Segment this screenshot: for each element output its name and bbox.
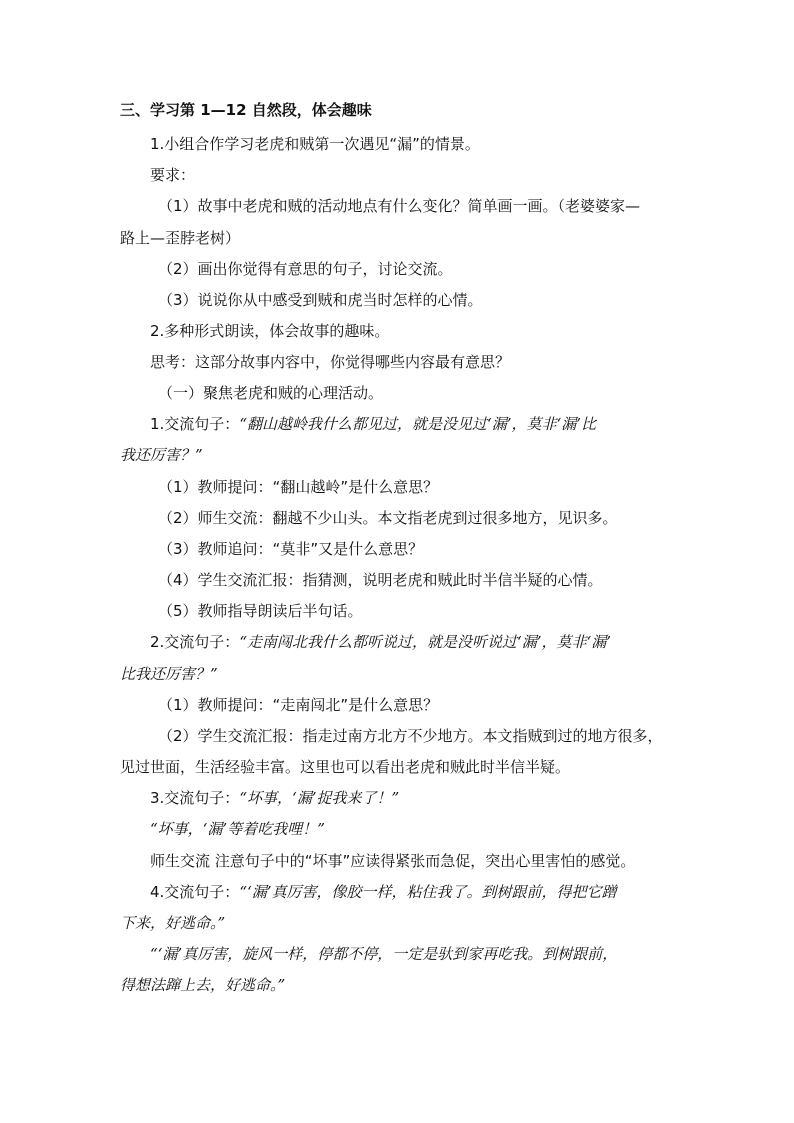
paragraph-line: 思考：这部分故事内容中，你觉得哪些内容最有意思？ [150, 353, 511, 371]
paragraph-line: 2.多种形式朗读，体会故事的趣味。 [150, 322, 390, 340]
paragraph-line: （5）教师指导朗读后半句话。 [158, 602, 363, 620]
paragraph-line: （2）学生交流汇报：指走过南方北方不少地方。本文指贼到过的地方很多， [158, 727, 663, 745]
quoted-sentence: 得想法蹿上去，好逃命。” [120, 976, 286, 994]
paragraph-line: 要求： [150, 166, 196, 184]
quoted-sentence: “坏事，‘漏’等着吃我哩！” [150, 820, 325, 838]
paragraph-line: 1.小组合作学习老虎和贼第一次遇见“漏”的情景。 [150, 135, 480, 153]
paragraph-line: 师生交流 注意句子中的“坏事”应读得紧张而急促，突出心里害怕的感觉。 [150, 852, 636, 870]
paragraph-line: （1）教师提问：“翻山越岭”是什么意思？ [158, 478, 439, 496]
quoted-sentence: 我还厉害？” [120, 446, 203, 464]
paragraph-line: （1）故事中老虎和贼的活动地点有什么变化？简单画一画。（老婆婆家— [158, 197, 641, 215]
paragraph-line: 见过世面，生活经验丰富。这里也可以看出老虎和贼此时半信半疑。 [120, 758, 571, 776]
paragraph-line: （一）聚焦老虎和贼的心理活动。 [158, 384, 384, 402]
sentence-label: 3.交流句子： [150, 789, 240, 807]
quoted-sentence: 比我还厉害？” [120, 665, 218, 683]
section-heading: 三、学习第 1—12 自然段，体会趣味 [120, 101, 372, 119]
sentence-label: 1.交流句子： [150, 415, 240, 433]
quoted-sentence: “坏事，‘漏’捉我来了！” [239, 789, 400, 807]
paragraph-line: 路上—歪脖老树） [120, 229, 241, 247]
quoted-sentence: 下来，好逃命。” [120, 914, 226, 932]
quoted-sentence: “‘漏’真厉害，像胶一样，粘住我了。到树跟前，得把它蹭 [239, 883, 617, 901]
quoted-sentence: “走南闯北我什么都听说过，就是没听说过‘漏’，莫非‘漏’ [239, 633, 612, 651]
paragraph-line [150, 632, 611, 652]
paragraph-line [150, 882, 617, 902]
paragraph-line: （2）画出你觉得有意思的句子，讨论交流。 [158, 260, 453, 278]
paragraph-line [150, 414, 596, 434]
sentence-label: 2.交流句子： [150, 633, 240, 651]
quoted-sentence: “翻山越岭我什么都见过，就是没见过‘漏’，莫非‘漏’比 [239, 415, 597, 433]
paragraph-line: （2）师生交流：翻越不少山头。本文指老虎到过很多地方，见识多。 [158, 509, 618, 527]
quoted-sentence: “‘漏’真厉害，旋风一样，停都不停，一定是驮到家再吃我。到树跟前， [150, 945, 618, 963]
paragraph-line: （3）说说你从中感受到贼和虎当时怎样的心情。 [158, 291, 483, 309]
paragraph-line [150, 788, 399, 808]
sentence-label: 4.交流句子： [150, 883, 240, 901]
paragraph-line: （3）教师追问：“莫非”又是什么意思？ [158, 540, 424, 558]
paragraph-line: （1）教师提问：“走南闯北”是什么意思？ [158, 696, 439, 714]
paragraph-line: （4）学生交流汇报：指猜测，说明老虎和贼此时半信半疑的心情。 [158, 571, 603, 589]
